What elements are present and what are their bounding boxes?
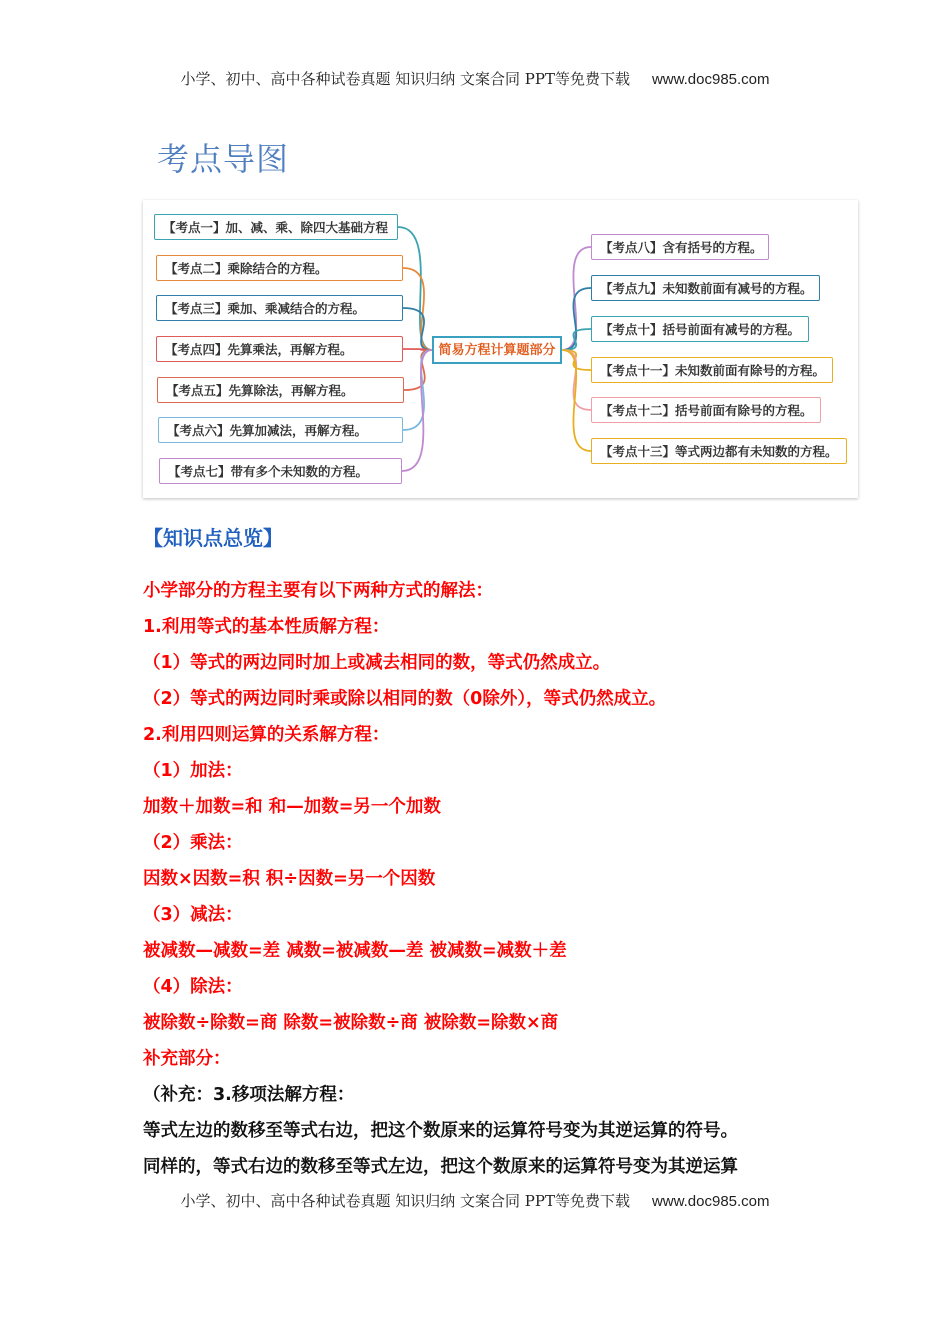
mind-map-node-left-5: 【考点五】先算除法，再解方程。 <box>157 377 404 403</box>
header-text: 小学、初中、高中各种试卷真题 知识归纳 文案合同 PPT等免费下载 <box>180 70 630 88</box>
content-line: 被除数÷除数=商 除数=被除数÷商 被除数=除数×商 <box>143 1013 559 1033</box>
page-header <box>0 68 950 89</box>
footer-site-link[interactable]: www.doc985.com <box>651 1193 770 1210</box>
mind-map-node-left-1: 【考点一】加、减、乘、除四大基础方程 <box>154 214 398 240</box>
content-line: （2）乘法： <box>143 833 243 853</box>
mind-map-node-right-1: 【考点八】含有括号的方程。 <box>591 234 769 260</box>
mind-map-connector-left-7 <box>402 350 432 471</box>
mind-map-node-left-4: 【考点四】先算乘法，再解方程。 <box>156 336 403 362</box>
mind-map-node-right-2: 【考点九】未知数前面有减号的方程。 <box>591 275 820 301</box>
content-line: 被减数—减数=差 减数=被减数—差 被减数=减数＋差 <box>143 941 567 961</box>
mind-map-node-left-6: 【考点六】先算加减法，再解方程。 <box>158 417 403 443</box>
mind-map-node-right-4: 【考点十一】未知数前面有除号的方程。 <box>591 357 833 383</box>
mind-map-center-node: 简易方程计算题部分 <box>432 336 562 364</box>
content-line: 因数×因数=积 积÷因数=另一个因数 <box>143 869 436 889</box>
page-title: 考点导图 <box>157 140 290 178</box>
mind-map-node-left-2: 【考点二】乘除结合的方程。 <box>156 255 403 281</box>
mind-map-connector-left-5 <box>404 350 432 390</box>
content-line: （2）等式的两边同时乘或除以相同的数（0除外），等式仍然成立。 <box>143 689 667 709</box>
content-line: 2.利用四则运算的关系解方程： <box>143 725 390 745</box>
section-title: 【知识点总览】 <box>143 526 283 550</box>
content-line: （3）减法： <box>143 905 243 925</box>
content-line: 小学部分的方程主要有以下两种方式的解法： <box>143 581 493 601</box>
page-footer <box>0 1190 950 1211</box>
mind-map-node-left-3: 【考点三】乘加、乘减结合的方程。 <box>156 295 403 321</box>
mind-map-connector-left-3 <box>403 308 432 350</box>
mind-map-node-left-7: 【考点七】带有多个未知数的方程。 <box>159 458 402 484</box>
content-line: 补充部分： <box>143 1049 231 1069</box>
content-line: 等式左边的数移至等式右边，把这个数原来的运算符号变为其逆运算的符号。 <box>143 1121 738 1141</box>
header-site-link[interactable]: www.doc985.com <box>651 71 770 88</box>
mind-map-connector-left-1 <box>398 227 432 350</box>
mind-map-node-right-5: 【考点十二】括号前面有除号的方程。 <box>591 397 821 423</box>
content-line: （4）除法： <box>143 977 243 997</box>
mind-map-node-right-6: 【考点十三】等式两边都有未知数的方程。 <box>591 438 847 464</box>
content-line: 同样的，等式右边的数移至等式左边，把这个数原来的运算符号变为其逆运算 <box>143 1157 738 1177</box>
content-line: （1）等式的两边同时加上或减去相同的数，等式仍然成立。 <box>143 653 611 673</box>
mind-map-node-right-3: 【考点十】括号前面有减号的方程。 <box>591 316 809 342</box>
content-line: （1）加法： <box>143 761 243 781</box>
content-line: 1.利用等式的基本性质解方程： <box>143 617 390 637</box>
content-line: （补充：3.移项法解方程： <box>143 1085 355 1105</box>
footer-text: 小学、初中、高中各种试卷真题 知识归纳 文案合同 PPT等免费下载 <box>180 1192 630 1210</box>
content-line: 加数＋加数=和 和—加数=另一个加数 <box>143 797 441 817</box>
mind-map <box>143 200 858 498</box>
